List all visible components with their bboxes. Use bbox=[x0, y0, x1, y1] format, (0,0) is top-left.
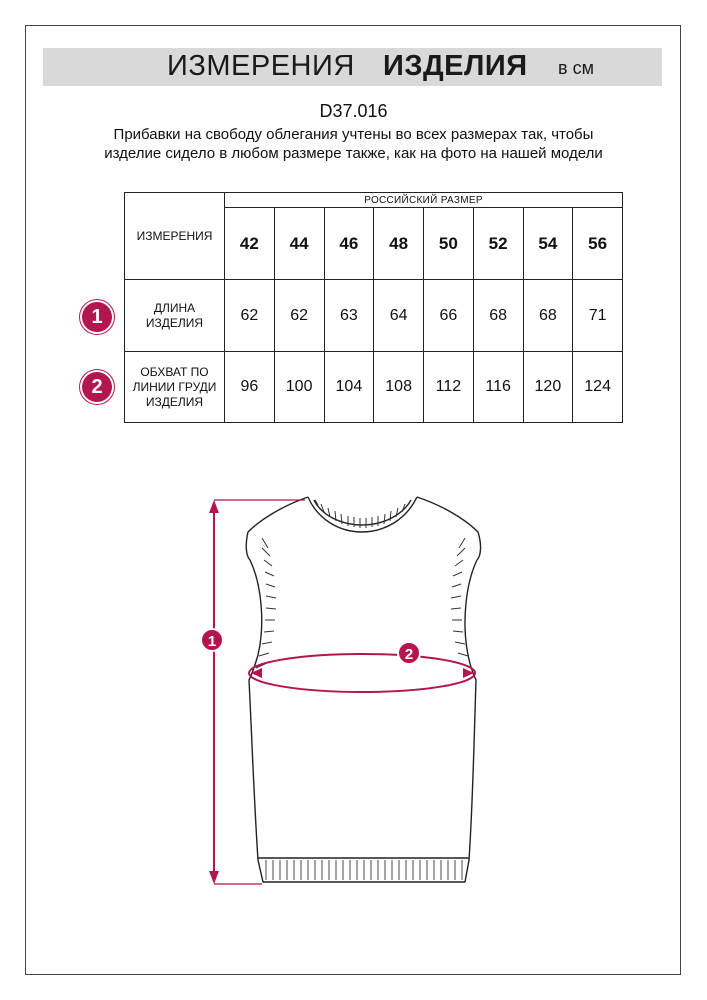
size-header-cell: 46 bbox=[324, 208, 374, 280]
value-cell: 68 bbox=[523, 280, 573, 352]
hem-ribbing bbox=[266, 860, 462, 880]
value-cell: 120 bbox=[523, 352, 573, 423]
row-marker-chest: 2 bbox=[82, 372, 112, 402]
size-header-cell: 44 bbox=[274, 208, 324, 280]
value-cell: 124 bbox=[573, 352, 623, 423]
value-cell: 104 bbox=[324, 352, 374, 423]
size-header-cell: 52 bbox=[473, 208, 523, 280]
row-marker-length: 1 bbox=[82, 302, 112, 332]
size-header-cell: 42 bbox=[225, 208, 275, 280]
value-cell: 68 bbox=[473, 280, 523, 352]
vest-outline bbox=[246, 497, 480, 882]
length-arrow-icon bbox=[209, 500, 305, 884]
title-word-garment: ИЗДЕЛИЯ bbox=[383, 50, 528, 82]
size-header-cell: 54 bbox=[523, 208, 573, 280]
armhole-ribbing-right bbox=[451, 538, 471, 668]
value-cell: 96 bbox=[225, 352, 275, 423]
neck-ribbing bbox=[315, 500, 411, 528]
size-header-cell: 50 bbox=[424, 208, 474, 280]
row-label-chest: ОБХВАТ ПО ЛИНИИ ГРУДИ ИЗДЕЛИЯ bbox=[125, 352, 225, 423]
diagram-marker-length bbox=[201, 629, 223, 651]
fit-note: Прибавки на свободу облегания учтены во всех размерах так, чтобы изделие сидело в любом размере также, как на фото на нашей модели bbox=[104, 126, 603, 162]
value-cell: 116 bbox=[473, 352, 523, 423]
table-corner-label: ИЗМЕРЕНИЯ bbox=[125, 193, 225, 280]
value-cell: 62 bbox=[225, 280, 275, 352]
svg-text:1: 1 bbox=[207, 633, 217, 650]
product-code: D37.016 bbox=[319, 101, 388, 121]
size-group-header: РОССИЙСКИЙ РАЗМЕР bbox=[225, 193, 623, 208]
value-cell: 108 bbox=[374, 352, 424, 423]
value-cell: 66 bbox=[424, 280, 474, 352]
value-cell: 112 bbox=[424, 352, 474, 423]
size-header-cell: 56 bbox=[573, 208, 623, 280]
svg-text:2: 2 bbox=[404, 646, 414, 663]
value-cell: 63 bbox=[324, 280, 374, 352]
size-header-cell: 48 bbox=[374, 208, 424, 280]
diagram-marker-chest bbox=[398, 642, 420, 664]
title-word-measurements: ИЗМЕРЕНИЯ bbox=[167, 50, 355, 82]
value-cell: 71 bbox=[573, 280, 623, 352]
value-cell: 64 bbox=[374, 280, 424, 352]
value-cell: 62 bbox=[274, 280, 324, 352]
value-cell: 100 bbox=[274, 352, 324, 423]
chest-ellipse-icon bbox=[249, 654, 475, 692]
row-label-length: ДЛИНА ИЗДЕЛИЯ bbox=[125, 280, 225, 352]
title-unit: в см bbox=[558, 58, 594, 78]
